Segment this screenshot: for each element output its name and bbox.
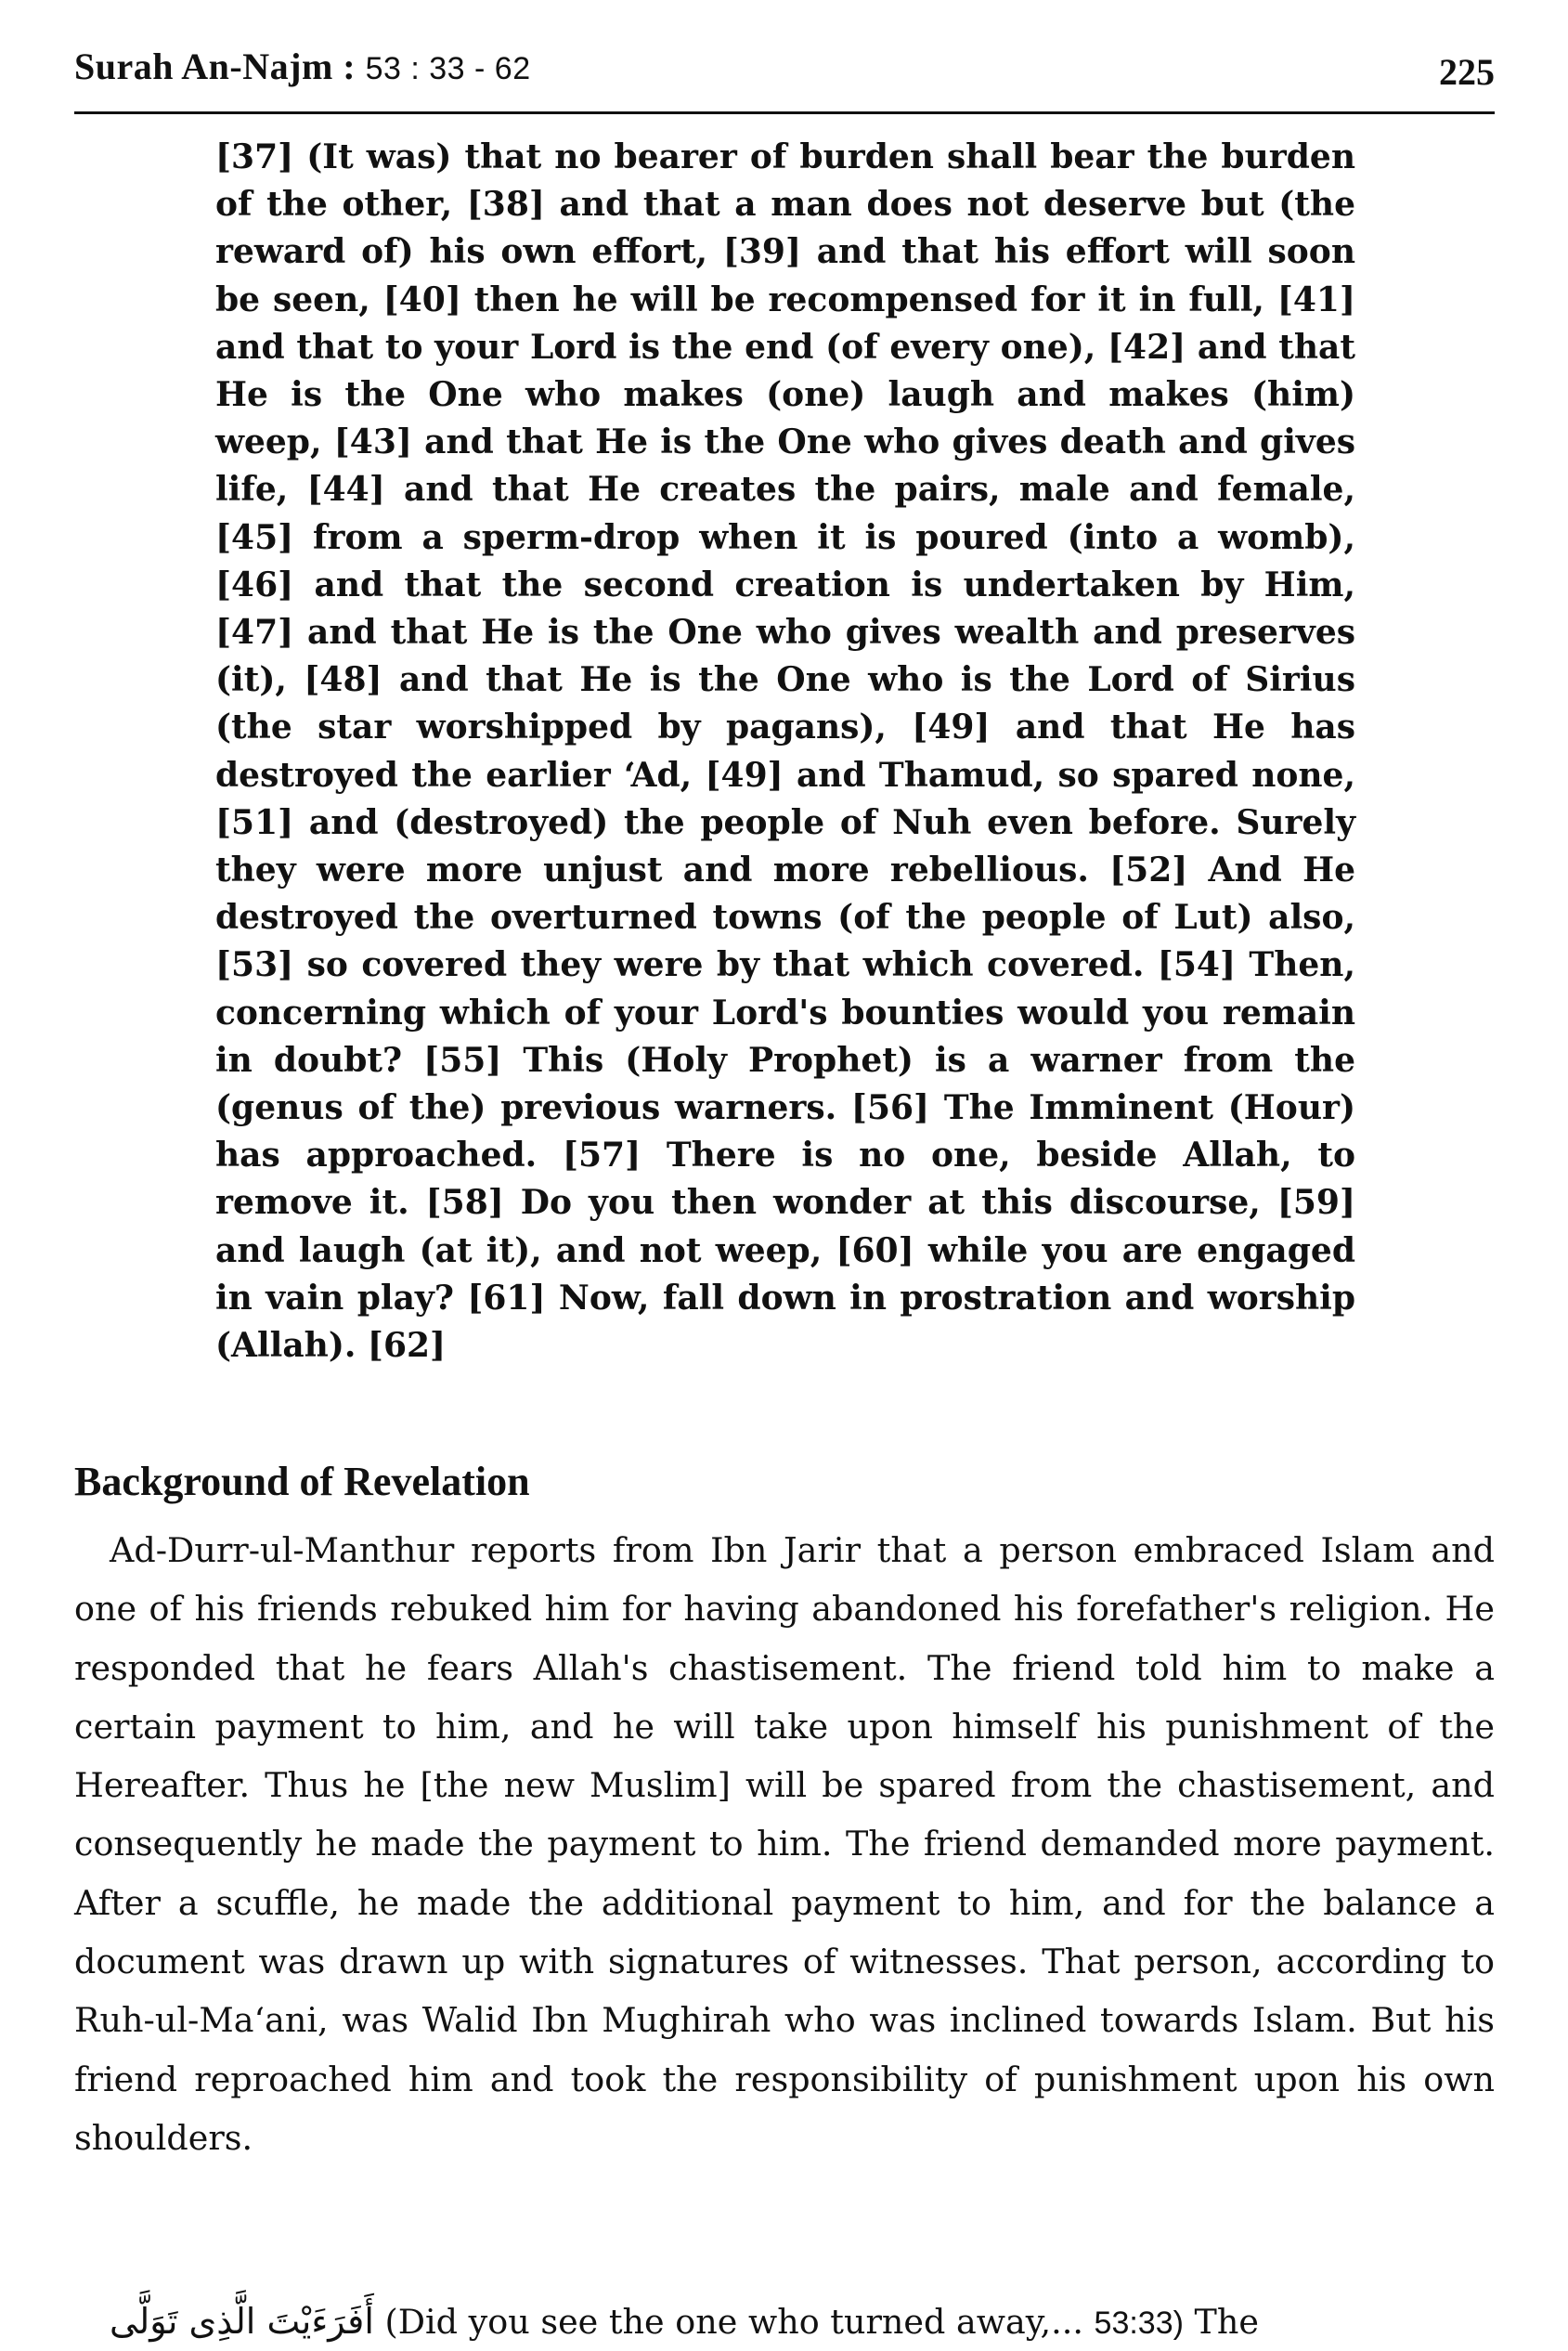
commentary-continuation: The <box>1194 2302 1260 2342</box>
book-page <box>74 37 1495 2342</box>
page-number: 225 <box>1439 51 1495 93</box>
verse-range: 53 : 33 - 62 <box>365 51 531 86</box>
translation-block: [37] (It was) that no bearer of burden shall bear the burden of the other, [38] and that a man does not deserve but (the reward of) his own effort, [39] and that his effort will soon be seen, [40] then he will be recompensed for it in full, [41] and that to your Lord is the end (of every one), [42] and that He is the One who makes (one) laugh and makes (him) weep, [43] and that He is the One who gives death and gives life, [44] and that He creates the pairs, male and female, [45] from a sperm-drop when it is poured (into a womb), [46] and that the second creation is undertaken by Him, [47] and that He is the One who gives wealth and preserves (it), [48] and that He is the One who is the Lord of Sirius (the star worshipped by pagans), [49] and that He has destroyed the earlier ‘Ad, [49] and Thamud, so spared none, [51] and (destroyed) the people of Nuh even before. Surely they were more unjust and more rebellious. [52] And He destroyed the overturned towns (of the people of Lut) also, [53] so covered they were by that which covered. [54] Then, concerning which of your Lord's bounties would you remain in doubt? [55] This (Holy Prophet) is a warner from the (genus of the) previous warners. [56] The Imminent (Hour) has approached. [57] There is no one, beside Allah, to remove it. [58] Do you then wonder at this discourse, [59] and laugh (at it), and not weep, [60] while you are engaged in vain play? [61] Now, fall down in prostration and worship (Allah). [62] <box>215 137 1355 1366</box>
running-title <box>74 45 531 88</box>
verse-commentary-line <box>74 2293 1495 2351</box>
arabic-verse: أَفَرَءَيْتَ الَّذِى تَوَلَّى <box>110 2301 374 2342</box>
verse-translation-opening: (Did you see the one who turned away,... <box>384 2302 1083 2342</box>
verse-reference: 53:33) <box>1094 2306 1184 2341</box>
running-head <box>74 37 1495 114</box>
background-paragraph: Ad-Durr-ul-Manthur reports from Ibn Jarir that a person embraced Islam and one of his friends rebuked him for having abandoned his forefather's religion. He responded that he fears Allah's chastisement. The friend told him to make a certain payment to him, and he will take upon himself his punishment of the Hereafter. Thus he [the new Muslim] will be spared from the chastisement, and consequently he made the payment to him. The friend demanded more payment. After a scuffle, he made the additional payment to him, and for the balance a document was drawn up with signatures of witnesses. That person, according to Ruh-ul-Ma‘ani, was Walid Ibn Mughirah who was inclined towards Islam. But his friend reproached him and took the responsibility of punishment upon his own shoulders. <box>74 1530 1495 2158</box>
section-heading: Background of Revelation <box>74 1459 530 1504</box>
surah-title: Surah An-Najm : <box>74 45 356 87</box>
